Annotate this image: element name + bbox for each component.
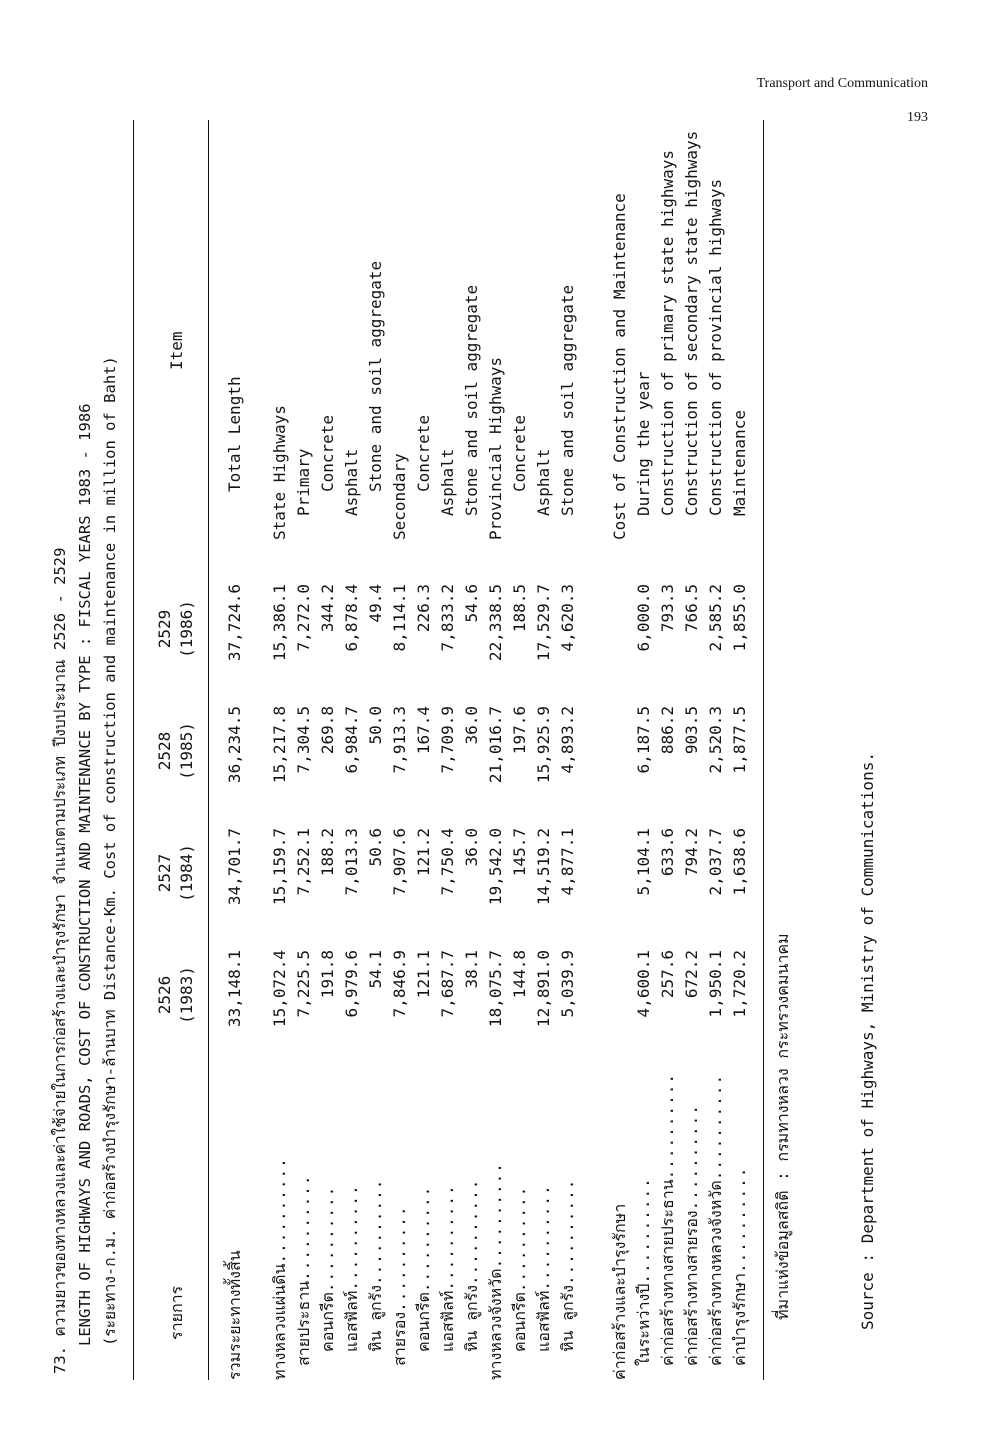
row-thai-label: แอสฟัลท์.......... <box>342 1184 361 1352</box>
cell-value: 36,234.5 <box>225 706 244 784</box>
row-thai-text: ในระหว่างปี <box>634 1283 653 1366</box>
cell-value: 7,913.3 <box>390 706 409 774</box>
row-item-label: Asphalt <box>438 448 457 516</box>
row-item-label: Construction of provincial highways <box>706 178 725 516</box>
row-thai-text: ค่าก่อสร้างและบำรุงรักษา <box>610 1203 629 1380</box>
source-thai: ที่มาแห่งข้อมูลสถิติ : กรมทางหลวง กระทรวงคมนาคม <box>773 933 792 1320</box>
row-item-label: Concrete <box>414 414 433 492</box>
header-year-1-ce: (1984) <box>177 844 196 902</box>
cell-value: 344.2 <box>318 584 337 633</box>
row-item-label: State Highways <box>270 405 289 540</box>
cell-value: 766.5 <box>682 584 701 633</box>
cell-value: 121.1 <box>414 950 433 999</box>
cell-value: 15,072.4 <box>270 950 289 1028</box>
cell-value: 191.8 <box>318 950 337 999</box>
cell-value: 7,750.4 <box>438 828 457 896</box>
table-row <box>656 120 680 1380</box>
table-row <box>532 120 556 1380</box>
table-row <box>680 120 704 1380</box>
header-year-1-be: 2527 <box>155 853 174 893</box>
cell-value: 1,950.1 <box>706 950 725 1018</box>
cell-value: 15,925.9 <box>534 706 553 784</box>
row-thai-label: ค่าก่อสร้างทางสายประธาน.......... <box>658 1073 677 1366</box>
row-thai-text: คอนกรีต <box>510 1292 529 1352</box>
cell-value: 7,252.1 <box>294 828 313 896</box>
cell-value: 1,855.0 <box>730 584 749 652</box>
row-thai-text: ทางหลวงจังหวัด <box>486 1268 505 1380</box>
cell-value: 226.3 <box>414 584 433 633</box>
cell-value: 7,907.6 <box>390 828 409 896</box>
header-year-0-ce: (1983) <box>177 966 196 1024</box>
cell-value: 6,000.0 <box>634 584 653 652</box>
table-row <box>316 120 340 1380</box>
row-item-label: Construction of primary state highways <box>658 149 677 516</box>
cell-value: 197.6 <box>510 706 529 755</box>
cell-value: 2,585.2 <box>706 584 725 652</box>
header-year-3-be: 2529 <box>155 609 174 649</box>
cell-value: 167.4 <box>414 706 433 755</box>
row-thai-text: ทางหลวงแผ่นดิน <box>270 1263 289 1380</box>
row-thai-text: สายประธาน <box>294 1280 313 1366</box>
cell-value: 50.6 <box>366 828 385 867</box>
title-english: LENGTH OF HIGHWAYS AND ROADS, COST OF CONSTRUCTION AND MAINTENANCE BY TYPE : FISCAL YEARS 1983 - 1986 <box>76 403 94 1346</box>
table-title <box>48 114 123 1374</box>
cell-value: 7,687.7 <box>438 950 457 1018</box>
row-thai-label: คอนกรีต.......... <box>510 1185 529 1352</box>
table-row <box>704 120 728 1380</box>
header-year-2-ce: (1985) <box>177 722 196 780</box>
row-thai-text: หิน ลูกรัง <box>366 1284 385 1352</box>
cell-value: 1,720.2 <box>730 950 749 1018</box>
cell-value: 793.3 <box>658 584 677 633</box>
row-thai-label: ทางหลวงแผ่นดิน.......... <box>270 1157 289 1380</box>
header-year-3 <box>154 574 198 684</box>
row-thai-text: หิน ลูกรัง <box>462 1284 481 1352</box>
table-row <box>292 120 316 1380</box>
cell-value: 633.6 <box>658 828 677 877</box>
cell-value: 19,542.0 <box>486 828 505 906</box>
header-year-0-be: 2526 <box>155 975 174 1015</box>
cell-value: 2,037.7 <box>706 828 725 896</box>
row-item-label: Secondary <box>390 453 409 540</box>
cell-value: 7,709.9 <box>438 706 457 774</box>
row-item-label: Primary <box>294 448 313 516</box>
header-item: Item <box>167 331 186 370</box>
cell-value: 121.2 <box>414 828 433 877</box>
row-item-label: During the year <box>634 371 653 516</box>
cell-value: 8,114.1 <box>390 584 409 652</box>
row-thai-label: แอสฟัลท์.......... <box>438 1184 457 1352</box>
cell-value: 15,386.1 <box>270 584 289 662</box>
title-unit: (ระยะทาง-ก.ม. ค่าก่อสร้างบำรุงรักษา-ล้านบาท Distance-Km. Cost of construction and maintenance in million of Baht) <box>101 356 119 1346</box>
cell-value: 50.0 <box>366 706 385 745</box>
cell-value: 794.2 <box>682 828 701 877</box>
cell-value: 6,984.7 <box>342 706 361 774</box>
row-thai-text: หิน ลูกรัง <box>558 1284 577 1352</box>
cell-value: 5,039.9 <box>558 950 577 1018</box>
cell-value: 38.1 <box>462 950 481 989</box>
cell-value: 4,893.2 <box>558 706 577 774</box>
row-thai-label: หิน ลูกรัง.......... <box>366 1178 385 1352</box>
row-item-label: Stone and soil aggregate <box>558 284 577 516</box>
cell-value: 188.2 <box>318 828 337 877</box>
table-row <box>388 120 412 1380</box>
row-thai-label: สายรอง.......... <box>390 1205 409 1366</box>
cell-value: 4,600.1 <box>634 950 653 1018</box>
row-item-label: Construction of secondary state highways <box>682 130 701 516</box>
row-item-label: Maintenance <box>730 410 749 516</box>
table-row <box>632 120 656 1380</box>
table-row <box>728 120 752 1380</box>
cell-value: 37,724.6 <box>225 584 244 662</box>
cell-value: 886.2 <box>658 706 677 755</box>
bottom-rule <box>763 120 764 1380</box>
row-item-label: Stone and soil aggregate <box>366 260 385 492</box>
table-row-total <box>223 120 247 1380</box>
running-head-section: Transport and Communication <box>756 76 928 91</box>
cell-value: 54.1 <box>366 950 385 989</box>
cell-value: 188.5 <box>510 584 529 633</box>
header-thai-item: รายการ <box>167 1285 186 1340</box>
table-section-heading <box>608 120 632 1380</box>
cell-value: 903.5 <box>682 706 701 755</box>
cell-value: 14,519.2 <box>534 828 553 906</box>
header-year-0 <box>154 940 198 1050</box>
row-thai-text: ค่าก่อสร้างทางสายประธาน <box>658 1179 677 1366</box>
header-year-3-ce: (1986) <box>177 600 196 658</box>
source-english: Source : Department of Highways, Ministry of Communications. <box>858 752 877 1330</box>
row-thai-label: คอนกรีต.......... <box>318 1185 337 1352</box>
row-item-label: Asphalt <box>342 448 361 516</box>
row-thai-text: สายรอง <box>390 1311 409 1366</box>
row-thai-label: แอสฟัลท์.......... <box>534 1184 553 1352</box>
row-thai-text: ค่าก่อสร้างทางหลวงจังหวัด <box>706 1180 725 1366</box>
row-thai-label: ค่าก่อสร้างทางสายรอง.......... <box>682 1104 701 1366</box>
cell-value: 6,187.5 <box>634 706 653 774</box>
cell-value: 7,272.0 <box>294 584 313 652</box>
row-thai-label: ค่าบำรุงรักษา.......... <box>730 1166 749 1366</box>
table-row <box>508 120 532 1380</box>
cell-value: 21,016.7 <box>486 706 505 784</box>
table-row <box>460 120 484 1380</box>
cell-value: 34,701.7 <box>225 828 244 906</box>
cell-value: 36.0 <box>462 706 481 745</box>
row-thai-text: รวมระยะทางทั้งสิ้น <box>225 1250 244 1380</box>
row-item-label: Stone and soil aggregate <box>462 284 481 516</box>
table-row <box>556 120 580 1380</box>
cell-value: 4,620.3 <box>558 584 577 652</box>
cell-value: 15,159.7 <box>270 828 289 906</box>
row-item-label: Total Length <box>225 376 244 492</box>
table-row <box>268 120 292 1380</box>
cell-value: 49.4 <box>366 584 385 623</box>
cell-value: 33,148.1 <box>225 950 244 1028</box>
cell-value: 36.0 <box>462 828 481 867</box>
row-thai-text: ค่าก่อสร้างทางสายรอง <box>682 1210 701 1366</box>
title-thai: 73. ความยาวของทางหลวงและค่าใช้จ่ายในการก่อสร้างและบำรุงรักษา จำแนกตามประเภท ปีงบประมาณ 2526 - 2529 <box>51 547 69 1374</box>
row-thai-label: หิน ลูกรัง.......... <box>558 1178 577 1352</box>
cell-value: 269.8 <box>318 706 337 755</box>
cell-value: 6,979.6 <box>342 950 361 1018</box>
row-thai-label: ค่าก่อสร้างทางหลวงจังหวัด.......... <box>706 1073 725 1366</box>
row-thai-text: คอนกรีต <box>414 1292 433 1352</box>
table-row <box>364 120 388 1380</box>
row-thai-text: ค่าบำรุงรักษา <box>730 1272 749 1366</box>
cell-value: 144.8 <box>510 950 529 999</box>
cell-value: 7,013.3 <box>342 828 361 896</box>
cell-value: 6,878.4 <box>342 584 361 652</box>
table-row <box>436 120 460 1380</box>
cell-value: 145.7 <box>510 828 529 877</box>
row-thai-label <box>608 1070 632 1380</box>
row-thai-label: คอนกรีต.......... <box>414 1185 433 1352</box>
row-thai-text: แอสฟัลท์ <box>534 1290 553 1352</box>
cell-value: 7,833.2 <box>438 584 457 652</box>
top-rule <box>133 120 134 1380</box>
row-thai-label: ทางหลวงจังหวัด.......... <box>486 1162 505 1380</box>
header-rule <box>208 120 209 1380</box>
cell-value: 15,217.8 <box>270 706 289 784</box>
row-item-label: Asphalt <box>534 448 553 516</box>
row-thai-text: แอสฟัลท์ <box>438 1290 457 1352</box>
cell-value: 257.6 <box>658 950 677 999</box>
row-thai-text: คอนกรีต <box>318 1292 337 1352</box>
cell-value: 18,075.7 <box>486 950 505 1028</box>
cell-value: 17,529.7 <box>534 584 553 662</box>
row-item-label: Cost of Construction and Maintenance <box>610 193 629 540</box>
header-year-2-be: 2528 <box>155 731 174 771</box>
cell-value: 5,104.1 <box>634 828 653 896</box>
cell-value: 7,225.5 <box>294 950 313 1018</box>
cell-value: 4,877.1 <box>558 828 577 896</box>
header-year-1 <box>154 818 198 928</box>
page-number: 193 <box>907 110 928 125</box>
cell-value: 672.2 <box>682 950 701 999</box>
header-year-2 <box>154 696 198 806</box>
row-item-label: Concrete <box>510 414 529 492</box>
cell-value: 12,891.0 <box>534 950 553 1028</box>
row-item-label: Provincial Highways <box>486 356 505 540</box>
cell-value: 1,877.5 <box>730 706 749 774</box>
cell-value: 54.6 <box>462 584 481 623</box>
row-thai-text: แอสฟัลท์ <box>342 1290 361 1352</box>
cell-value: 7,846.9 <box>390 950 409 1018</box>
table-row <box>484 120 508 1380</box>
row-thai-label: หิน ลูกรัง.......... <box>462 1178 481 1352</box>
table-row <box>412 120 436 1380</box>
row-thai-label: สายประธาน.......... <box>294 1174 313 1366</box>
cell-value: 22,338.5 <box>486 584 505 662</box>
table-row <box>340 120 364 1380</box>
cell-value: 2,520.3 <box>706 706 725 774</box>
cell-value: 1,638.6 <box>730 828 749 896</box>
rotated-table-page <box>18 100 798 1380</box>
source-note <box>770 933 796 1320</box>
row-thai-label <box>223 1070 247 1380</box>
cell-value: 7,304.5 <box>294 706 313 774</box>
row-thai-label: ในระหว่างปี.......... <box>634 1177 653 1366</box>
row-item-label: Concrete <box>318 414 337 492</box>
